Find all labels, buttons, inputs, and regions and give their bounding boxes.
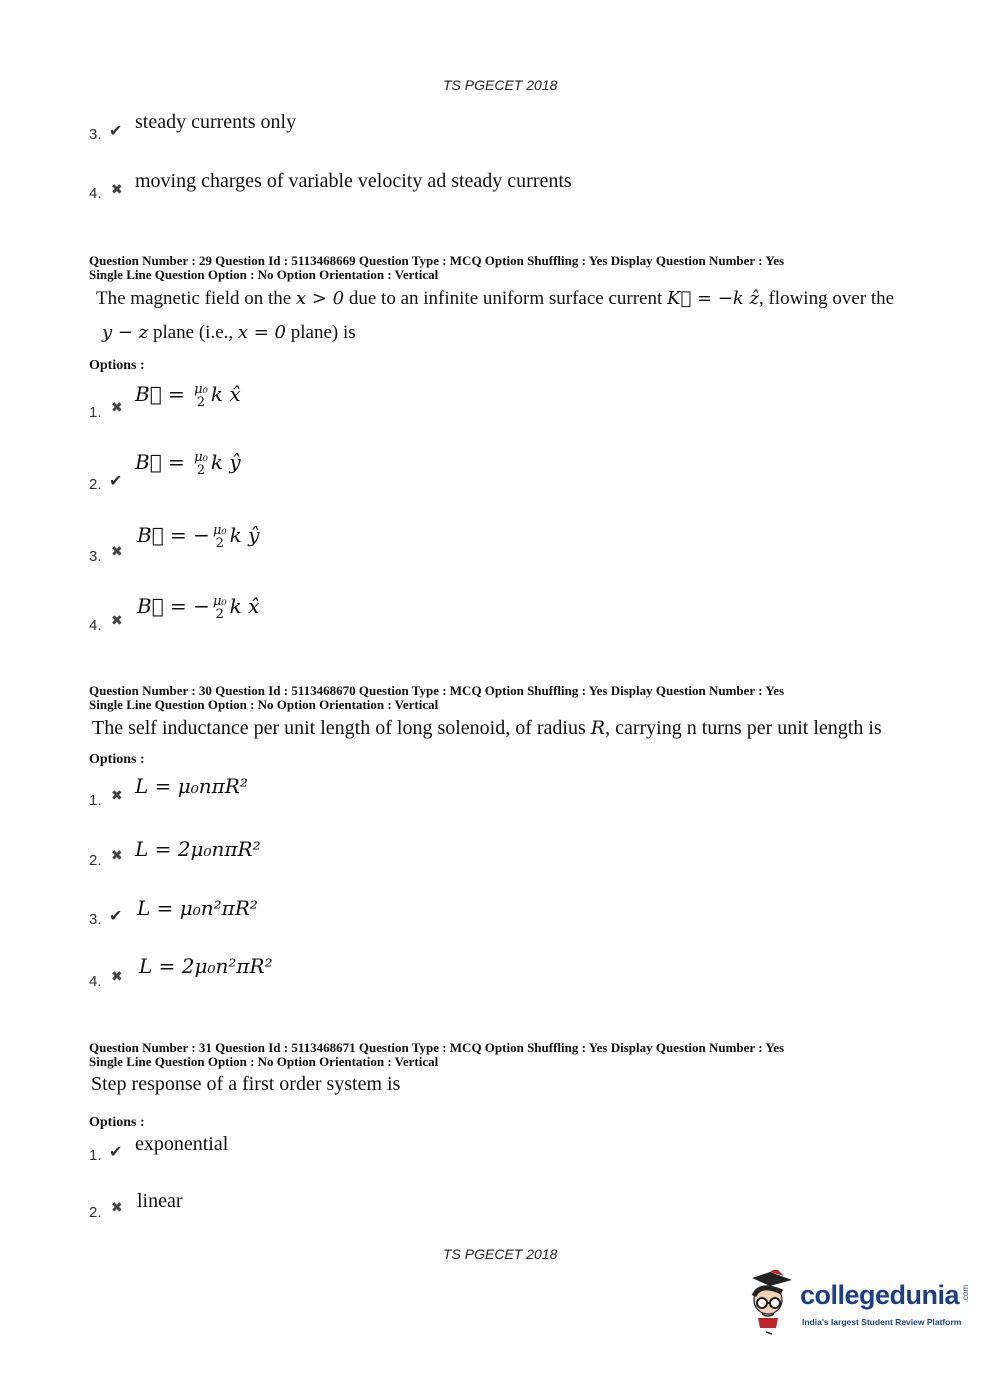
option-formula [137,594,259,621]
q-math: x > 0 [295,288,345,309]
question-text-line2 [102,322,356,344]
fraction-numerator: μ₀ [194,449,208,465]
option-text: moving charges of variable velocity ad steady currents [135,170,572,192]
formula-rhs: k ŷ [210,450,241,474]
formula-fraction [194,383,208,409]
formula-rhs: k x̂ [210,382,241,406]
options-label: Options : [89,358,145,373]
option-formula: L = 2μ₀n²πR² [139,954,273,978]
formula-rhs: k x̂ [229,594,260,618]
formula-lhs: B⃗ = [135,382,192,406]
formula-lhs: B⃗ = [135,450,192,474]
q-text: The self inductance per unit length of long solenoid, of radius [92,717,591,739]
q-math: x = 0 [237,322,287,343]
mascot-icon [740,1270,800,1336]
fraction-numerator: μ₀ [212,522,227,538]
q-text: , flowing over the [758,288,895,309]
options-label: Options : [89,1115,145,1130]
fraction-denominator: 2 [196,462,206,478]
logo-wordmark [800,1280,974,1311]
option-number: 2. [89,476,102,493]
q-math: R [590,717,606,739]
option-formula: L = μ₀nπR² [135,774,248,798]
question-meta-line2: Single Line Question Option : No Option Orientation : Vertical [89,697,439,712]
question-text [92,717,882,740]
option-number: 4. [89,973,102,990]
formula-lhs: B⃗ = [137,523,194,547]
option-number: 3. [89,548,102,565]
option-text: steady currents only [135,111,297,133]
wrong-cross-icon: ✖ [111,614,123,629]
question-meta-line2: Single Line Question Option : No Option Orientation : Vertical [89,1054,439,1069]
option-number: 2. [89,1204,102,1221]
option-formula: L = 2μ₀nπR² [135,837,261,861]
formula-sign: − [193,523,210,547]
q-text: The magnetic field on the [96,288,296,309]
option-number: 1. [89,792,102,809]
option-number: 3. [89,911,102,928]
question-meta-line1: Question Number : 29 Question Id : 5113468669 Question Type : MCQ Option Shuffling : Yes Display Question Number : Yes [89,253,785,268]
option-number: 1. [89,1147,102,1164]
wrong-cross-icon: ✖ [111,401,123,416]
fraction-denominator: 2 [215,606,224,622]
formula-fraction [213,595,227,621]
question-meta-line1: Question Number : 31 Question Id : 5113468671 Question Type : MCQ Option Shuffling : Yes Display Question Number : Yes [89,1040,785,1055]
wrong-cross-icon: ✖ [111,545,123,560]
fraction-denominator: 2 [196,394,206,410]
correct-check-icon: ✔ [109,1144,123,1161]
option-number: 2. [89,852,102,869]
correct-check-icon: ✔ [109,123,123,140]
question-text-line1 [96,288,894,310]
wrong-cross-icon: ✖ [111,849,123,864]
q-math: y − z [102,322,149,343]
wrong-cross-icon: ✖ [111,970,123,985]
logo-tagline: India's largest Student Review Platform [802,1317,962,1327]
option-text: exponential [135,1133,229,1155]
correct-check-icon: ✔ [109,908,123,925]
option-formula [137,523,259,550]
collegedunia-logo [740,1270,970,1340]
fraction-numerator: μ₀ [212,593,227,609]
logo-name: collegedunia [800,1280,960,1310]
option-formula [135,450,241,477]
formula-fraction [213,524,227,550]
q-text: due to an infinite uniform surface current [344,288,667,309]
option-number: 4. [89,617,102,634]
question-meta-line2: Single Line Question Option : No Option Orientation : Vertical [89,267,439,282]
options-label: Options : [89,752,145,767]
formula-rhs: k ŷ [229,523,260,547]
option-number: 1. [89,404,102,421]
q-math: K⃗ = −k ẑ [667,288,759,309]
option-formula: L = μ₀n²πR² [137,896,258,920]
page-header: TS PGECET 2018 [443,77,558,93]
q-text: , carrying n turns per unit length is [605,717,882,739]
question-text: Step response of a first order system is [91,1073,401,1095]
formula-lhs: B⃗ = [137,594,194,618]
logo-tld: .com [961,1284,971,1303]
wrong-cross-icon: ✖ [111,1201,123,1216]
q-text: plane (i.e., [148,322,238,343]
formula-fraction [194,451,208,477]
wrong-cross-icon: ✖ [111,183,123,198]
correct-check-icon: ✔ [109,473,123,490]
wrong-cross-icon: ✖ [111,789,123,804]
fraction-numerator: μ₀ [194,381,208,397]
page-footer: TS PGECET 2018 [443,1246,558,1262]
fraction-denominator: 2 [215,535,224,551]
q-text: plane) is [286,322,356,343]
option-number: 4. [89,185,102,202]
option-text: linear [137,1190,183,1212]
option-formula [135,382,241,409]
option-number: 3. [89,126,102,143]
formula-sign: − [193,594,210,618]
question-meta-line1: Question Number : 30 Question Id : 5113468670 Question Type : MCQ Option Shuffling : Yes Display Question Number : Yes [89,683,785,698]
